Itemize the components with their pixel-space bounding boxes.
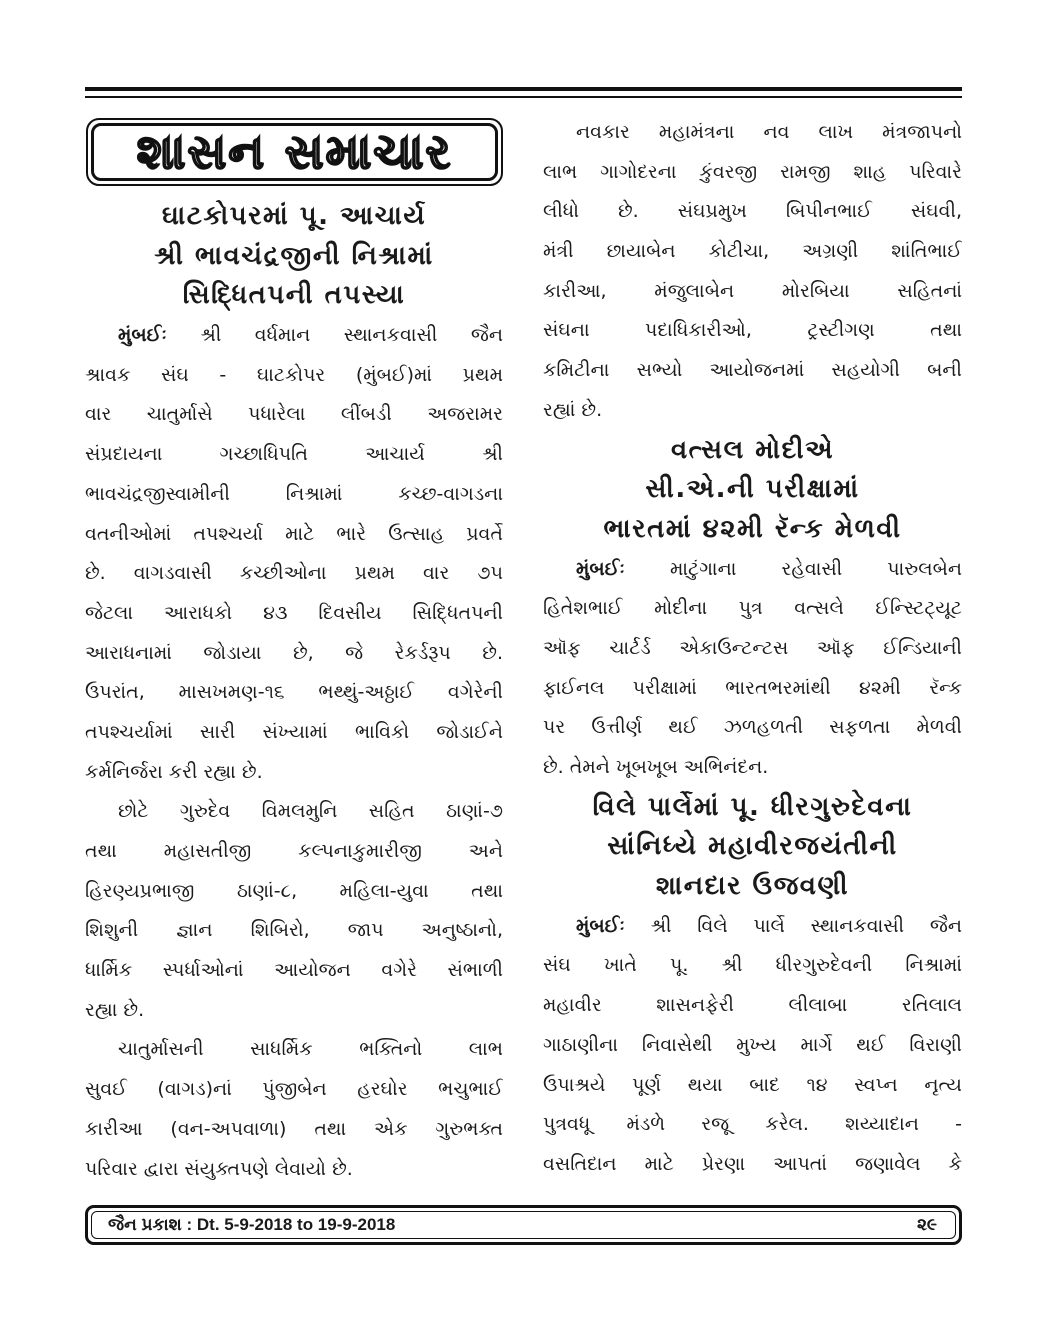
headline-line: વિલે પાર્લેમાં પૂ. ધીરગુરુદેવના (592, 791, 913, 822)
top-rule-thin (85, 96, 962, 98)
line-text: માટુંગાના રહેવાસી પારુલબેન (669, 557, 962, 580)
line-text: શ્રી વિલે પાર્લે સ્થાનકવાસી જૈન (650, 914, 962, 937)
body-line: પરિવાર દ્વારા સંયુક્તપણે લેવાયો છે. (85, 1157, 353, 1180)
body-line: તપશ્ચર્યામાં સારી સંખ્યામાં ભાવિકો જોડાઈને (85, 720, 503, 743)
top-rule (85, 87, 962, 91)
body-line (543, 550, 962, 590)
paragraph (85, 316, 503, 792)
body-line: ધાર્મિક સ્પર્ધાઓનાં આયોજન વગેરે સંભાળી (85, 959, 503, 982)
body-line (85, 316, 503, 356)
body-line: રહ્યા છે. (85, 998, 145, 1021)
article-vile-parle (543, 788, 962, 1185)
publication-date: જૈન પ્રકાશ : Dt. 5-9-2018 to 19-9-2018 (108, 1215, 396, 1234)
body-line: કારીઆ (વન-અપવાળા) તથા એક ગુરુભક્ત (85, 1117, 503, 1140)
dateline: મુંબઈઃ (576, 557, 625, 580)
body-line: નવકાર મહામંત્રના નવ લાખ મંત્રજાપનો (576, 121, 962, 143)
body-line: જેટલા આરાધકો ૪૩ દિવસીય સિદ્ધિતપની (85, 601, 503, 624)
headline-line: ભારતમાં ૪૨મી રૅન્ક મેળવી (603, 513, 902, 544)
body-line: પુત્રવધૂ મંડળે રજૂ કરેલ. શય્યાદાન - (543, 1113, 962, 1136)
body-line: સંપ્રદાયના ગચ્છાધિપતિ આચાર્ય શ્રી (85, 443, 503, 466)
paragraph-continued (543, 113, 962, 431)
body-line: છે. વાગડવાસી કચ્છીઓના પ્રથમ વાર ૭૫ (85, 562, 503, 585)
headline-line: સિદ્ધિતપની તપસ્યા (182, 280, 406, 311)
body-line: સંઘના પદાધિકારીઓ, ટ્રસ્ટીગણ તથા (543, 319, 962, 342)
dateline: મુંબઈઃ (118, 324, 167, 347)
page-number: ૨૯ (916, 1215, 937, 1234)
body-line: સંઘ ખાતે પૂ. શ્રી ધીરગુરુદેવની નિશ્રામાં (543, 954, 962, 977)
body-line: સુવઈ (વાગડ)નાં પુંજીબેન હરઘોર ભચુભાઈ (85, 1078, 503, 1101)
body-line: લાભ ગાગોદરના કુંવરજી રામજી શાહ પરિવારે (543, 160, 962, 183)
body-line: કર્મનિર્જરા કરી રહ્યા છે. (85, 760, 263, 783)
article-vatsal-modi (543, 431, 962, 788)
dateline: મુંબઈઃ (576, 914, 625, 937)
body-line: લીધો છે. સંઘપ્રમુખ બિપીનભાઈ સંઘવી, (543, 200, 962, 223)
paragraph (85, 792, 503, 1030)
body-line (543, 907, 962, 947)
section-masthead (86, 118, 503, 186)
body-line: ચાતુર્માસની સાધર્મિક ભક્તિનો લાભ (118, 1038, 503, 1061)
body-line: વતનીઓમાં તપશ્ચર્યા માટે ભારે ઉત્સાહ પ્રવર્તે (85, 522, 503, 545)
paragraph (85, 1030, 503, 1189)
body-line: પર ઉત્તીર્ણ થઈ ઝળહળતી સફળતા મેળવી (543, 716, 962, 739)
body-line: ફાઈનલ પરીક્ષામાં ભારતભરમાંથી ૪૨મી રૅન્ક (543, 676, 962, 699)
headline-line: વત્સલ મોદીએ (670, 434, 835, 465)
line-text: શ્રી વર્ધમાન સ્થાનકવાસી જૈન (200, 324, 503, 347)
page-footer (85, 1205, 962, 1245)
left-column (85, 197, 503, 1189)
body-line: કારીઆ, મંજુલાબેન મોરબિયા સહિતનાં (543, 279, 962, 302)
article-ghatkopar (85, 197, 503, 1189)
section-title: શાસન સમાચાર (136, 124, 453, 180)
body-line: હિરણ્યપ્રભાજી ઠાણાં-૮, મહિલા-યુવા તથા (85, 879, 503, 902)
headline-line: શ્રી ભાવચંદ્રજીની નિશ્રામાં (154, 240, 434, 271)
body-line: તથા મહાસતીજી કલ્પનાકુમારીજી અને (85, 840, 503, 862)
body-line: રહ્યાં છે. (543, 398, 603, 421)
headline-line: સી.એ.ની પરીક્ષામાં (645, 474, 860, 505)
body-line: શ્રાવક સંઘ - ઘાટકોપર (મુંબઈ)માં પ્રથમ (85, 363, 503, 386)
body-line: મંત્રી છાયાબેન કોટીચા, અગ્રણી શાંતિભાઈ (543, 240, 962, 263)
body-line: ઉપાશ્રયે પૂર્ણ થયા બાદ ૧૪ સ્વપ્ન નૃત્ય (543, 1073, 962, 1096)
body-line: હિતેશભાઈ મોદીના પુત્ર વત્સલે ઈન્સ્ટિટ્યૂટ (543, 597, 962, 620)
body-line: વસતિદાન માટે પ્રેરણા આપતાં જણાવેલ કે (543, 1152, 962, 1175)
headline-line: શાનદાર ઉજવણી (655, 871, 850, 902)
headline-line: ઘાટકોપરમાં પૂ. આચાર્ય (161, 201, 427, 231)
right-column (543, 113, 962, 1185)
headline-line: સાંનિધ્યે મહાવીરજયંતીની (607, 831, 898, 862)
body-line: આરાધનામાં જોડાયા છે, જે રેકર્ડરૂપ છે. (85, 641, 503, 664)
footer-frame (91, 1211, 956, 1239)
body-line: વાર ચાતુર્માસે પધારેલા લીંબડી અજરામર (85, 403, 503, 426)
body-line: છોટે ગુરુદેવ વિમલમુનિ સહિત ઠાણાં-૭ (118, 800, 503, 823)
body-line: ઉપરાંત, માસખમણ-૧૬ ભથ્થું-અઠ્ઠાઈ વગેરેની (85, 681, 503, 704)
body-line: મહાવીર શાસનફેરી લીલાબા રતિલાલ (543, 994, 962, 1017)
body-line: શિશુની જ્ઞાન શિબિરો, જાપ અનુષ્ઠાનો, (85, 919, 503, 942)
body-line: છે. તેમને ખૂબખૂબ અભિનંદન. (543, 756, 769, 778)
body-line: ઑફ ચાર્ટર્ડ એકાઉન્ટન્ટસ ઑફ ઈન્ડિયાની (543, 636, 962, 659)
body-line: ભાવચંદ્રજીસ્વામીની નિશ્રામાં કચ્છ-વાગડના (85, 482, 503, 505)
body-line: કમિટીના સભ્યો આયોજનમાં સહયોગી બની (543, 359, 962, 382)
masthead-frame (91, 123, 498, 181)
body-line: ગાઠાણીના નિવાસેથી મુખ્ય માર્ગે થઈ વિરાણી (543, 1033, 962, 1056)
